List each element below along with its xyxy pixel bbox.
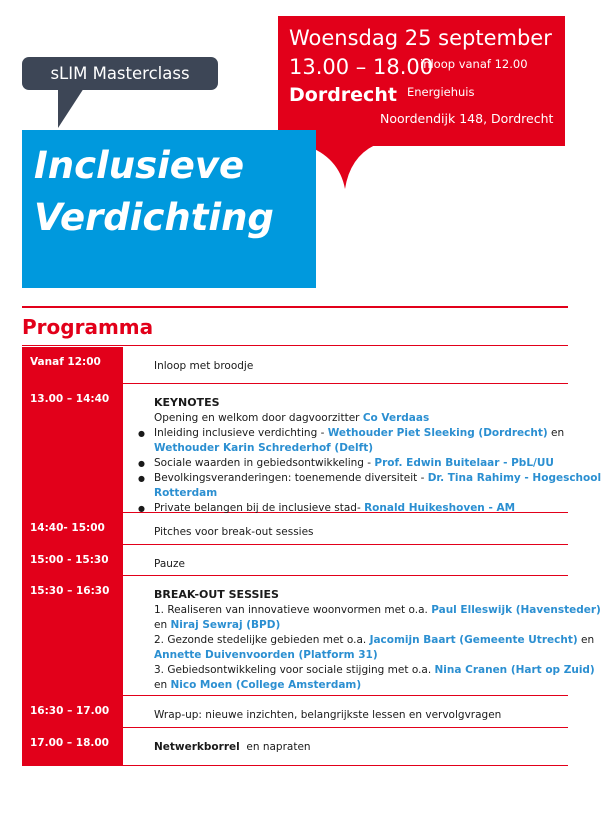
line-text: Inleiding inclusieve verdichting - xyxy=(154,427,328,439)
time-label: 15:00 - 15:30 xyxy=(30,554,109,566)
time-cell xyxy=(22,347,123,383)
session-bullet xyxy=(154,456,562,471)
session-bullet xyxy=(154,426,565,441)
line-text: Opening en welkom door dagvoorzitter xyxy=(154,412,363,424)
session-text: Pauze xyxy=(154,558,185,570)
session-content xyxy=(154,513,568,549)
session-header: BREAK-OUT SESSIES xyxy=(154,588,279,601)
programma-heading: Programma xyxy=(22,315,154,339)
line-text: 3. Gebiedsontwikkeling voor sociale stijging met o.a. xyxy=(154,664,435,676)
time-cell xyxy=(22,384,123,512)
schedule-row xyxy=(22,576,601,696)
speaker-name: Nina Cranen (Hart op Zuid) xyxy=(434,664,595,676)
speaker-name: Prof. Edwin Buitelaar - PbL/UU xyxy=(374,457,554,469)
session-line xyxy=(154,678,562,693)
event-date: Woensdag 25 september xyxy=(289,26,552,50)
line-text: 1. Realiseren van innovatieve woonvormen met o.a. xyxy=(154,604,432,616)
title-line-2: Verdichting xyxy=(34,196,274,239)
session-content xyxy=(154,384,601,524)
session-header: KEYNOTES xyxy=(154,396,220,409)
session-line xyxy=(154,411,562,426)
line-text: 2. Gezonde stedelijke gebieden met o.a. xyxy=(154,634,370,646)
session-line xyxy=(154,486,562,501)
event-inloop: inloop vanaf 12.00 xyxy=(420,57,528,71)
session-line xyxy=(154,663,595,678)
speaker-name: Dr. Tina Rahimy - Hogeschool xyxy=(427,472,601,484)
speaker-name: Ronald Huikeshoven - AM xyxy=(364,502,516,514)
schedule-table xyxy=(22,347,601,766)
session-line xyxy=(154,633,595,648)
speaker-name: Jacomijn Baart (Gemeente Utrecht) xyxy=(369,634,578,646)
event-city: Dordrecht xyxy=(289,84,397,106)
title-line-1: Inclusieve xyxy=(34,144,245,187)
speaker-name: Co Verdaas xyxy=(362,412,430,424)
session-content xyxy=(154,576,601,701)
line-text: en xyxy=(154,679,171,691)
time-label: 17.00 – 18.00 xyxy=(30,737,109,749)
schedule-row xyxy=(22,696,568,728)
session-content xyxy=(154,728,568,764)
session-line xyxy=(154,441,562,456)
line-text: en xyxy=(577,634,595,646)
time-cell xyxy=(22,513,123,544)
session-text: en napraten xyxy=(239,741,311,753)
line-text: en xyxy=(547,427,565,439)
divider-top xyxy=(22,306,568,308)
time-label: 14:40- 15:00 xyxy=(30,522,105,534)
session-line xyxy=(154,618,562,633)
masterclass-tag xyxy=(22,57,218,90)
title-box xyxy=(22,130,316,288)
speaker-name: Nico Moen (College Amsterdam) xyxy=(170,679,362,691)
time-cell xyxy=(22,696,123,727)
time-label: 16:30 – 17.00 xyxy=(30,705,110,717)
session-text: Wrap-up: nieuwe inzichten, belangrijkste lessen en vervolgvragen xyxy=(154,709,502,721)
time-label: 13.00 – 14:40 xyxy=(30,393,110,405)
event-time: 13.00 – 18.00 xyxy=(289,55,434,79)
time-cell xyxy=(22,728,123,765)
schedule-row xyxy=(22,513,568,545)
time-label: 15:30 – 16:30 xyxy=(30,585,110,597)
speaker-name: Paul Elleswijk (Havensteder) xyxy=(431,604,601,616)
speaker-name: Niraj Sewraj (BPD) xyxy=(170,619,281,631)
session-line xyxy=(154,648,562,663)
line-text: Private belangen bij de inclusieve stad- xyxy=(154,502,365,514)
session-text: Pitches voor break-out sessies xyxy=(154,526,314,538)
session-line xyxy=(154,740,562,755)
masterclass-tag-label: sLIM Masterclass xyxy=(50,64,190,83)
session-bold-text: Netwerkborrel xyxy=(154,741,240,753)
session-content xyxy=(154,347,568,383)
schedule-row xyxy=(22,347,568,384)
event-title xyxy=(34,140,274,244)
schedule-row xyxy=(22,728,568,766)
divider-heading xyxy=(22,345,568,346)
schedule-row xyxy=(22,384,601,514)
speaker-name: Wethouder Karin Schrederhof (Delft) xyxy=(154,442,374,454)
session-line xyxy=(154,603,601,618)
time-cell xyxy=(22,576,123,695)
tag-speech-tail xyxy=(58,88,84,128)
speaker-name: Wethouder Piet Sleeking (Dordrecht) xyxy=(327,427,548,439)
line-text: Sociale waarden in gebiedsontwikkeling - xyxy=(154,457,375,469)
event-venue: Energiehuis xyxy=(407,85,475,99)
speaker-name: Rotterdam xyxy=(154,487,218,499)
line-text: en xyxy=(154,619,171,631)
schedule-row xyxy=(22,545,568,576)
line-text: Bevolkingsveranderingen: toenemende diversiteit - xyxy=(154,472,428,484)
session-content xyxy=(154,696,568,732)
session-bullet xyxy=(154,471,601,486)
time-cell xyxy=(22,545,123,575)
event-address: Noordendijk 148, Dordrecht xyxy=(380,111,554,126)
speaker-name: Annette Duivenvoorden (Platform 31) xyxy=(154,649,378,661)
time-label: Vanaf 12:00 xyxy=(30,356,101,368)
session-text: Inloop met broodje xyxy=(154,360,254,372)
event-details-box xyxy=(278,16,565,146)
